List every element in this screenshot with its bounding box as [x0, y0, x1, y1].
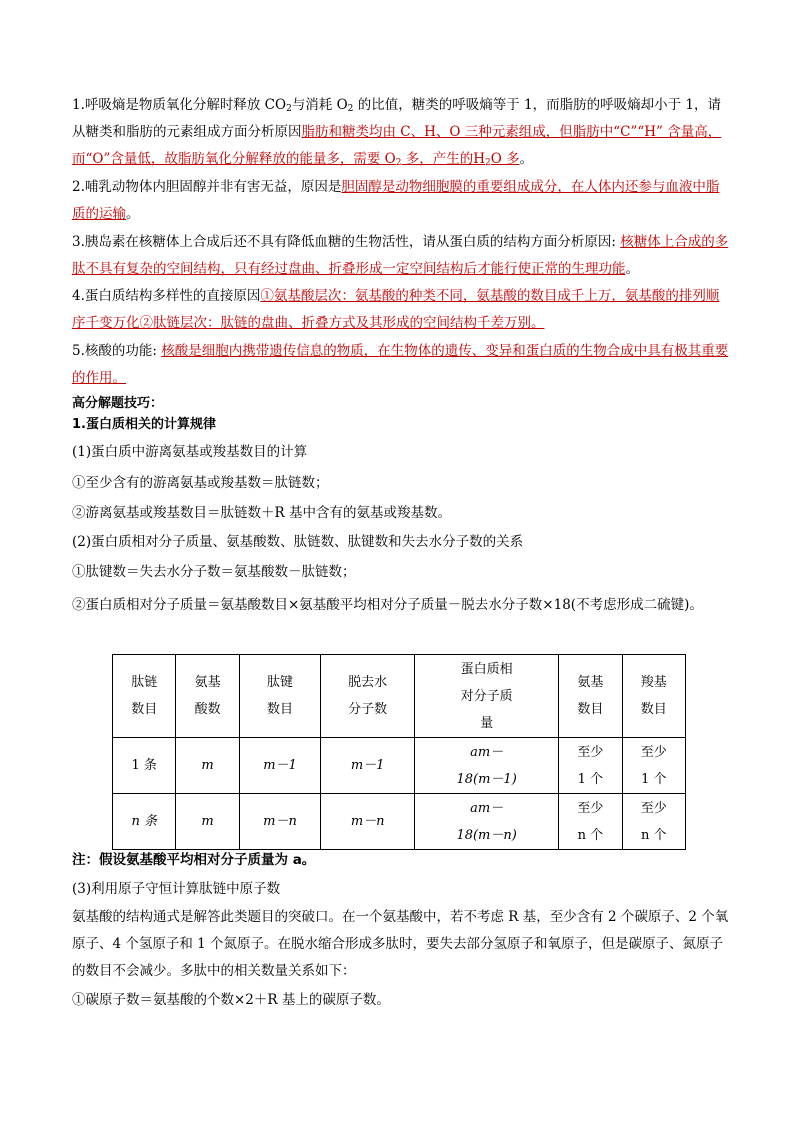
table-cell: m－n — [239, 794, 320, 850]
point-1-answer: O 多 — [490, 151, 520, 167]
point-1-text: 1.呼吸熵是物质氧化分解时释放 CO — [72, 97, 287, 113]
subscript: 2 — [286, 104, 292, 114]
point-1-answer: 多，产生的H — [401, 151, 486, 167]
point-3 — [72, 229, 732, 283]
table-header-cell: 氨基 酸数 — [176, 655, 239, 738]
subscript: 2 — [395, 158, 402, 168]
table-cell: n 条 — [113, 794, 176, 850]
subscript: 2 — [485, 158, 491, 168]
table-header-cell: 肽键 数目 — [239, 655, 320, 738]
subscript: 2 — [347, 104, 354, 114]
table-row — [113, 738, 686, 794]
tips-subheading: 1.蛋白质相关的计算规律 — [72, 417, 216, 432]
table-cell: m－1 — [239, 738, 320, 794]
table-header-cell: 氨基 数目 — [559, 655, 622, 738]
punctuation: 。 — [519, 151, 534, 167]
table-cell: am－ 18(m－1) — [415, 738, 559, 794]
table-cell: m — [176, 738, 239, 794]
table-header-cell: 羧基 数目 — [622, 655, 685, 738]
table-cell: 至少 n 个 — [622, 794, 685, 850]
protein-calc-table — [112, 654, 686, 850]
punctuation: 。 — [126, 206, 140, 222]
point-1-text: 与消耗 O — [291, 97, 348, 113]
section-1-item-b: ②游离氨基或羧基数目＝肽链数＋R 基中含有的氨基或羧基数。 — [72, 505, 451, 521]
table-header-cell: 肽链 数目 — [113, 655, 176, 738]
section-3-item-1: ①碳原子数＝氨基酸的个数×2＋R 基上的碳原子数。 — [72, 992, 390, 1008]
table-note: 注：假设氨基酸平均相对分子质量为 a。 — [72, 852, 316, 868]
table-cell: 1 条 — [113, 738, 176, 794]
point-3-answer: 核糖体上合成的多肽不具有复杂的空间结构，只有经过盘曲、折叠形成一定空间结构后才能行使正常的生理功能 — [72, 234, 729, 277]
table-cell: am－ 18(m－n) — [415, 794, 559, 850]
section-1-title: (1)蛋白质中游离氨基或羧基数目的计算 — [72, 444, 308, 460]
point-5-question: 5.核酸的功能: — [72, 343, 162, 359]
table-cell: 至少 1 个 — [559, 738, 622, 794]
table-cell: m－n — [321, 794, 415, 850]
punctuation: 。 — [625, 261, 639, 277]
table-cell: m－1 — [321, 738, 415, 794]
point-2-question: 2.哺乳动物体内胆固醇并非有害无益，原因是 — [72, 179, 342, 195]
table-header-row — [113, 655, 686, 738]
point-5 — [72, 338, 732, 392]
section-1-item-a: ①至少含有的游离氨基或羧基数＝肽链数； — [72, 475, 329, 491]
point-4 — [72, 283, 732, 337]
section-3-paragraph: 氨基酸的结构通式是解答此类题目的突破口。在一个氨基酸中，若不考虑 R 基，至少含有 2 个碳原子、2 个氧原子、4 个氢原子和 1 个氮原子。在脱水缩合形成多肽时，要失去部分氢原子和氧原子，但是碳原子、氮原子的数目不会减少。多肽中的相关数量关系如下： — [72, 909, 729, 979]
point-5-answer: 核酸是细胞内携带遗传信息的物质，在生物体的遗传、变异和蛋白质的生物合成中具有极其重要的作用。 — [72, 343, 729, 386]
point-1-answer: 脂肪和糖类均由 C、H、O 三种元素组成，但脂肪中“C”“H” 含量高，而“O”含量低，故脂肪氧化分解释放的能量多，需要 O — [72, 124, 722, 167]
point-2 — [72, 174, 732, 228]
table-header-cell: 蛋白质相 对分子质 量 — [415, 655, 559, 738]
point-3-question: 3.胰岛素在核糖体上合成后还不具有降低血糖的生物活性，请从蛋白质的结构方面分析原因: — [72, 234, 621, 250]
point-4-question: 4.蛋白质结构多样性的直接原因 — [72, 288, 261, 304]
point-2-answer: 胆固醇是动物细胞膜的重要组成成分，在人体内还参与血液中脂质的运输 — [72, 179, 720, 222]
table-cell: 至少 1 个 — [622, 738, 685, 794]
point-1-text: 的比值，糖类的呼吸熵等于 1，而脂肪的呼吸熵却小于 1，请从糖类和脂肪的元素组成方面分析原因 — [72, 97, 721, 140]
section-2-item-b: ②蛋白质相对分子质量＝氨基酸数目×氨基酸平均相对分子质量－脱去水分子数×18(不考虑形成二硫键)。 — [72, 597, 703, 613]
point-4-answer: ①氨基酸层次：氨基酸的种类不同，氨基酸的数目成千上万，氨基酸的排列顺序千变万化②肽链层次：肽链的盘曲、折叠方式及其形成的空间结构千差万别。 — [72, 288, 720, 331]
section-2-item-a: ①肽键数＝失去水分子数＝氨基酸数－肽链数； — [72, 564, 356, 580]
table-cell: 至少 n 个 — [559, 794, 622, 850]
section-3-title: (3)利用原子守恒计算肽链中原子数 — [72, 881, 281, 897]
tips-heading: 高分解题技巧： — [72, 396, 164, 411]
table-header-cell: 脱去水 分子数 — [321, 655, 415, 738]
section-2-title: (2)蛋白质相对分子质量、氨基酸数、肽链数、肽键数和失去水分子数的关系 — [72, 534, 524, 550]
point-1 — [72, 92, 732, 173]
table-row — [113, 794, 686, 850]
table-cell: m — [176, 794, 239, 850]
